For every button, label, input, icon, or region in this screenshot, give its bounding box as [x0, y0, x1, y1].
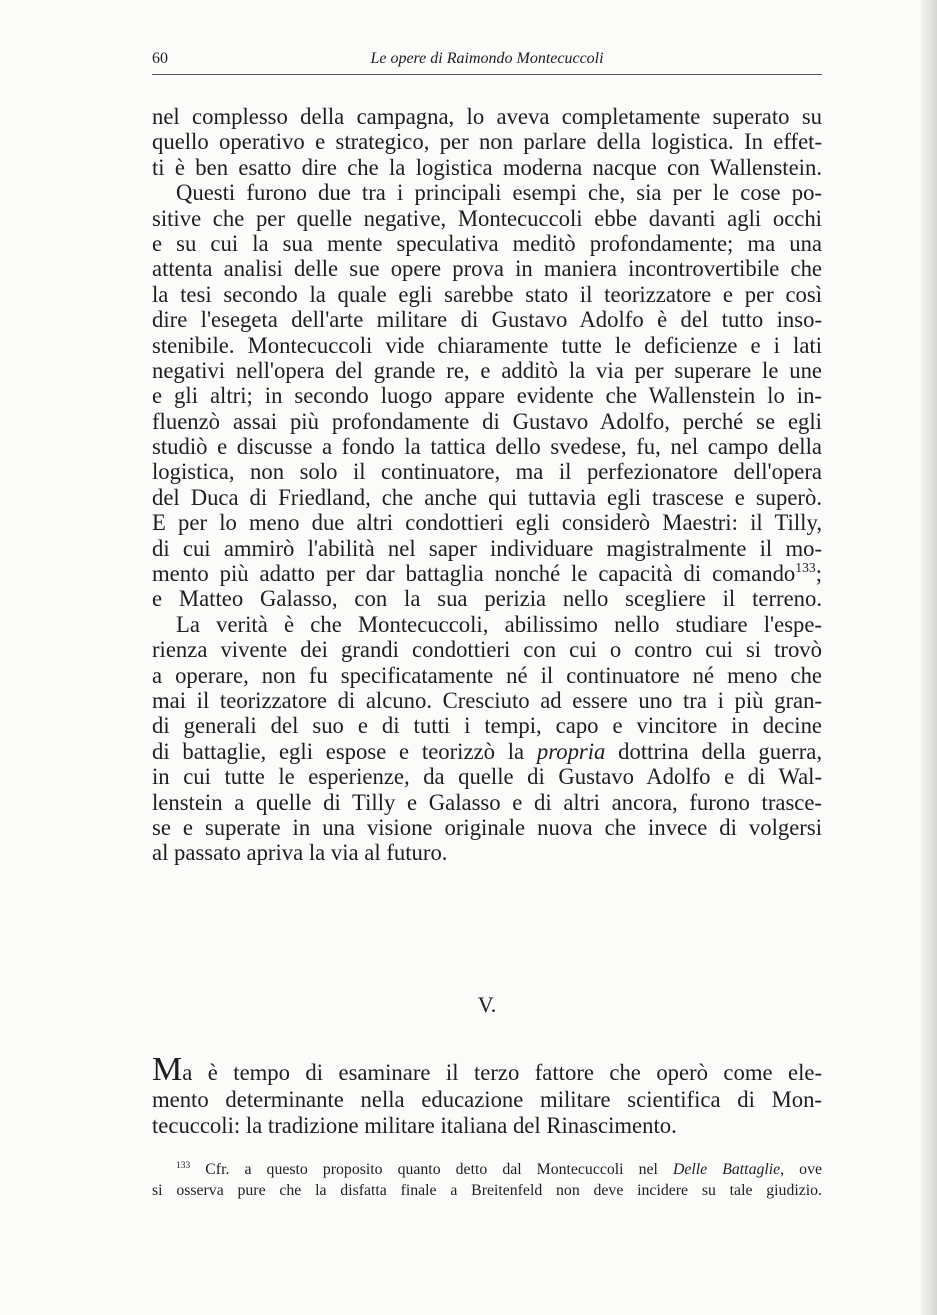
text-line: attenta analisi delle sue opere prova in maniera incontrovertibile che	[152, 256, 822, 282]
footnote-ref: 133	[795, 560, 816, 576]
text-segment: di battaglie, egli espose e teorizzò la	[152, 738, 525, 764]
text-line: stenibile. Montecuccoli vide chiaramente tutte le deficienze e i lati	[152, 332, 822, 358]
running-header	[152, 48, 822, 75]
text-line: tecuccoli: la tradizione militare italiana del Rinascimento.	[152, 1113, 677, 1138]
text-line: logistica, non solo il continuatore, ma il perfezionatore dell'opera	[152, 459, 822, 485]
text-line: del Duca di Friedland, che anche qui tuttavia egli trascese e superò.	[152, 484, 822, 510]
text-line: La verità è che Montecuccoli, abilissimo nello studiare l'espe-	[176, 611, 822, 637]
section-text	[152, 1051, 822, 1140]
body-text	[152, 104, 822, 866]
text-line: mento determinante nella educazione militare scientifica di Mon-	[152, 1086, 822, 1112]
text-segment: , ove	[780, 1161, 822, 1178]
text-line: di generali del suo e di tutti i tempi, capo e vincitore in decine	[152, 713, 822, 739]
text-line-with-italic	[152, 739, 822, 764]
italic-word: propria	[536, 738, 606, 764]
text-line: Questi furono due tra i principali esempi che, sia per le cose po-	[176, 180, 822, 206]
italic-title: Delle Battaglie	[672, 1161, 781, 1178]
text-line-with-dropcap	[152, 1051, 822, 1088]
text-segment: dottrina della guerra,	[605, 738, 823, 764]
text-line: mai il teorizzatore di alcuno. Cresciuto ad essere uno tra i più gran-	[152, 687, 822, 713]
text-line: dire l'esegeta dell'arte militare di Gustavo Adolfo è del tutto inso-	[152, 307, 822, 333]
text-line: ti è ben esatto dire che la logistica moderna nacque con Wallenstein.	[152, 154, 822, 180]
text-line: E per lo meno due altri condottieri egli considerò Maestri: il Tilly,	[152, 510, 822, 536]
text-segment: mento più adatto per dar battaglia nonché le capacità di comando	[152, 561, 796, 587]
running-title: Le opere di Raimondo Montecuccoli	[370, 50, 604, 67]
text-line: e Matteo Galasso, con la sua perizia nello scegliere il terreno.	[152, 586, 822, 612]
text-line: quello operativo e strategico, per non parlare della logistica. In effet-	[152, 129, 822, 155]
footnote	[152, 1159, 822, 1201]
text-line: a operare, non fu specificatamente né il continuatore né meno che	[152, 662, 822, 688]
text-line: nel complesso della campagna, lo aveva completamente superato su	[152, 104, 822, 129]
text-line: e su cui la sua mente speculativa meditò profondamente; ma una	[152, 230, 822, 256]
text-line: se e superate in una visione originale nuova che invece di volgersi	[152, 814, 822, 840]
text-segment: Cfr. a questo proposito quanto detto dal Montecuccoli nel	[190, 1161, 673, 1178]
text-line: rienza vivente dei grandi condottieri con cui o contro cui si trovò	[152, 637, 822, 663]
text-line: sitive che per quelle negative, Montecuccoli ebbe davanti agli occhi	[152, 205, 822, 231]
page-number: 60	[152, 50, 168, 67]
text-line-with-footnote-ref	[152, 561, 822, 586]
text-segment: ;	[815, 561, 822, 587]
text-line: di cui ammirò l'abilità nel saper individuare magistralmente il mo-	[152, 535, 822, 561]
page-edge-shadow	[921, 0, 937, 1315]
text-line: negativi nell'opera del grande re, e additò la via per superare le une	[152, 357, 822, 383]
footnote-number: 133	[176, 1160, 191, 1171]
text-line: al passato apriva la via al futuro.	[152, 840, 448, 866]
text-line: in cui tutte le esperienze, da quelle di Gustavo Adolfo e di Wal-	[152, 764, 822, 790]
text-line: fluenzò assai più profondamente di Gustavo Adolfo, perché se egli	[152, 408, 822, 434]
text-line: la tesi secondo la quale egli sarebbe stato il teorizzatore e per così	[152, 281, 822, 307]
text-line: e gli altri; in secondo luogo appare evidente che Wallenstein lo in-	[152, 383, 822, 409]
section-heading: V.	[477, 992, 497, 1017]
footnote-line	[152, 1159, 822, 1180]
text-line: lenstein a quelle di Tilly e Galasso e di altri ancora, furono trasce-	[152, 789, 822, 815]
footnote-line: si osserva pure che la disfatta finale a Breitenfeld non deve incidere su tale giudizio.	[152, 1182, 822, 1199]
dropcap-letter: M	[152, 1051, 183, 1088]
text-line: studiò e discusse a fondo la tattica dello svedese, fu, nel campo della	[152, 434, 822, 460]
text-segment: a è tempo di esaminare il terzo fattore che operò come ele-	[182, 1060, 822, 1085]
